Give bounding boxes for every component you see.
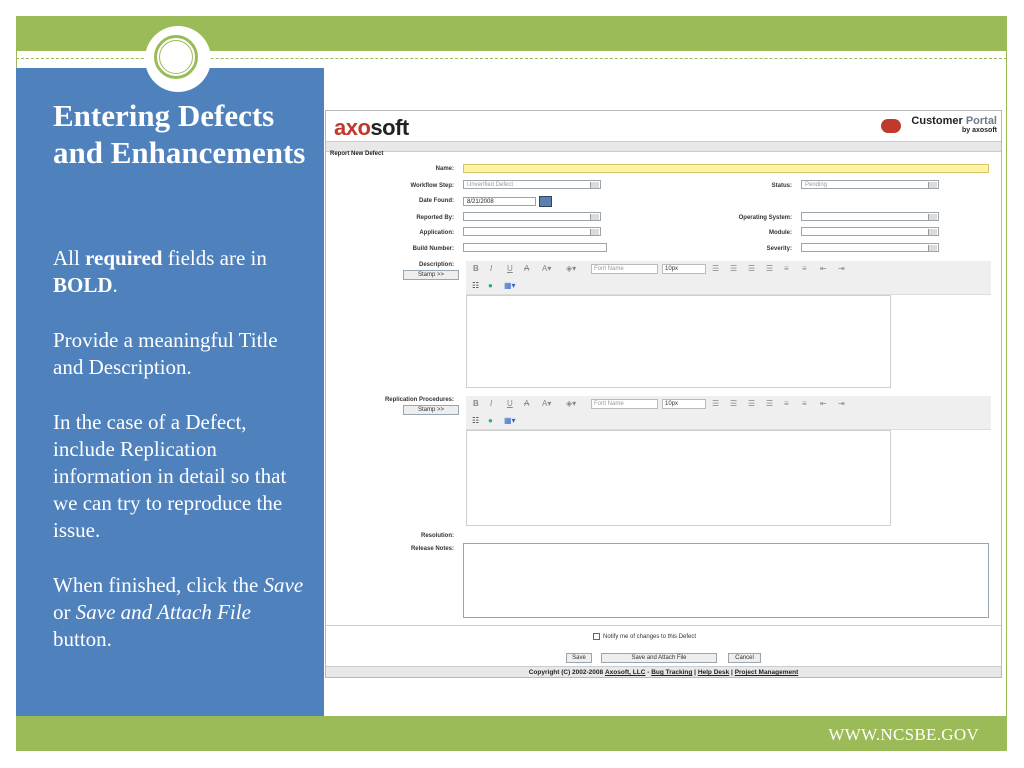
help-desk-link[interactable]: Help Desk [697, 669, 730, 676]
align-left-icon[interactable]: ☰ [712, 264, 720, 273]
indent-icon[interactable]: ⇥ [838, 264, 845, 273]
description-stamp-button[interactable]: Stamp >> [403, 270, 459, 280]
module-label: Module: [769, 230, 792, 236]
form-title: Report New Defect [330, 151, 384, 157]
replication-label: Replication Procedures: [384, 397, 454, 403]
outdent-icon[interactable]: ⇤ [820, 264, 827, 273]
calendar-icon[interactable] [539, 196, 552, 207]
highlight-icon[interactable]: ◈▾ [566, 264, 577, 273]
release-notes-field[interactable] [463, 543, 989, 618]
application-select[interactable] [463, 227, 601, 236]
align-right-icon[interactable]: ☰ [748, 399, 756, 408]
description-toolbar-row2 [466, 278, 991, 295]
font-size-select[interactable]: 10px [662, 264, 706, 274]
application-label: Application: [419, 230, 454, 236]
highlight-icon[interactable]: ◈▾ [566, 399, 577, 408]
axosoft-logo: axosoft [334, 115, 409, 140]
slide-title: Entering Defects and Enhancements [53, 98, 306, 170]
align-center-icon[interactable]: ☰ [730, 399, 738, 408]
description-editor[interactable] [466, 295, 891, 388]
build-number-field[interactable] [463, 243, 607, 252]
required-fields-note: All required fields are in BOLD. [53, 246, 267, 297]
strike-button[interactable]: A [524, 264, 530, 273]
module-select[interactable] [801, 227, 939, 236]
bug-tracking-link[interactable]: Bug Tracking [651, 669, 693, 676]
strike-button[interactable]: A [524, 399, 530, 408]
justify-icon[interactable]: ☰ [766, 399, 774, 408]
defect-form-screenshot [325, 110, 1002, 678]
bold-button[interactable]: B [473, 264, 479, 273]
form-divider [326, 625, 1001, 626]
save-button[interactable]: Save [566, 653, 592, 663]
list-format-icon[interactable]: ☷ [472, 281, 480, 290]
replication-stamp-button[interactable]: Stamp >> [403, 405, 459, 415]
workflow-label: Workflow Step: [410, 183, 454, 189]
project-management-link[interactable]: Project Management [734, 669, 799, 676]
date-found-field[interactable]: 8/21/2008 [463, 197, 536, 206]
title-description-note: Provide a meaningful Title and Description. [53, 328, 278, 379]
underline-button[interactable]: U [507, 264, 513, 273]
unordered-list-icon[interactable]: ≡ [802, 264, 807, 273]
font-size-select[interactable]: 10px [662, 399, 706, 409]
date-found-label: Date Found: [419, 198, 454, 204]
ordered-list-icon[interactable]: ≡ [784, 264, 789, 273]
reported-by-label: Reported By: [416, 215, 454, 221]
align-left-icon[interactable]: ☰ [712, 399, 720, 408]
ordered-list-icon[interactable]: ≡ [784, 399, 789, 408]
insert-link-icon[interactable]: ● [488, 281, 493, 290]
insert-link-icon[interactable]: ● [488, 416, 493, 425]
replication-note: In the case of a Defect, include Replication information in detail so that we can try to reproduce the issue. [53, 410, 287, 542]
portal-icon [881, 119, 901, 133]
customer-portal-header: Customer Portal by axosoft [911, 115, 997, 134]
italic-button[interactable]: I [490, 399, 493, 408]
description-toolbar [466, 261, 991, 279]
os-label: Operating System: [738, 215, 792, 221]
justify-icon[interactable]: ☰ [766, 264, 774, 273]
indent-icon[interactable]: ⇥ [838, 399, 845, 408]
italic-button[interactable]: I [490, 264, 493, 273]
align-right-icon[interactable]: ☰ [748, 264, 756, 273]
bold-button[interactable]: B [473, 399, 479, 408]
outdent-icon[interactable]: ⇤ [820, 399, 827, 408]
app-footer: Copyright (C) 2002-2008 Axosoft, LLC - Bug Tracking | Help Desk | Project Management [326, 666, 1001, 678]
header-divider [326, 141, 1001, 152]
save-attach-button[interactable]: Save and Attach File [601, 653, 717, 663]
replication-toolbar [466, 396, 991, 414]
font-name-select[interactable]: Font Name [591, 264, 658, 274]
status-select[interactable]: Pending [801, 180, 939, 189]
insert-table-icon[interactable]: ▦▾ [504, 416, 516, 425]
footer-url: WWW.NCSBE.GOV [828, 725, 979, 744]
font-name-select[interactable]: Font Name [591, 399, 658, 409]
replication-toolbar-row2 [466, 413, 991, 430]
company-link[interactable]: Axosoft, LLC [604, 669, 646, 676]
name-field[interactable] [463, 164, 989, 173]
notify-checkbox[interactable] [593, 633, 600, 640]
circle-inner-ring [159, 40, 193, 74]
resolution-label: Resolution: [421, 533, 454, 539]
list-format-icon[interactable]: ☷ [472, 416, 480, 425]
workflow-select[interactable]: Unverified Defect [463, 180, 601, 189]
notify-label: Notify me of changes to this Defect [603, 634, 697, 640]
reported-by-select[interactable] [463, 212, 601, 221]
font-color-icon[interactable]: A▾ [542, 264, 552, 273]
os-select[interactable] [801, 212, 939, 221]
build-number-label: Build Number: [412, 246, 454, 252]
cancel-button[interactable]: Cancel [728, 653, 761, 663]
release-notes-label: Release Notes: [410, 546, 454, 552]
finish-note: When finished, click the Save or Save and Attach File button. [53, 573, 304, 651]
unordered-list-icon[interactable]: ≡ [802, 399, 807, 408]
severity-select[interactable] [801, 243, 939, 252]
font-color-icon[interactable]: A▾ [542, 399, 552, 408]
replication-editor[interactable] [466, 430, 891, 526]
name-label: Name: [435, 166, 454, 172]
severity-label: Severity: [766, 246, 792, 252]
align-center-icon[interactable]: ☰ [730, 264, 738, 273]
status-label: Status: [771, 183, 792, 189]
underline-button[interactable]: U [507, 399, 513, 408]
description-label: Description: [418, 262, 454, 268]
insert-table-icon[interactable]: ▦▾ [504, 281, 516, 290]
